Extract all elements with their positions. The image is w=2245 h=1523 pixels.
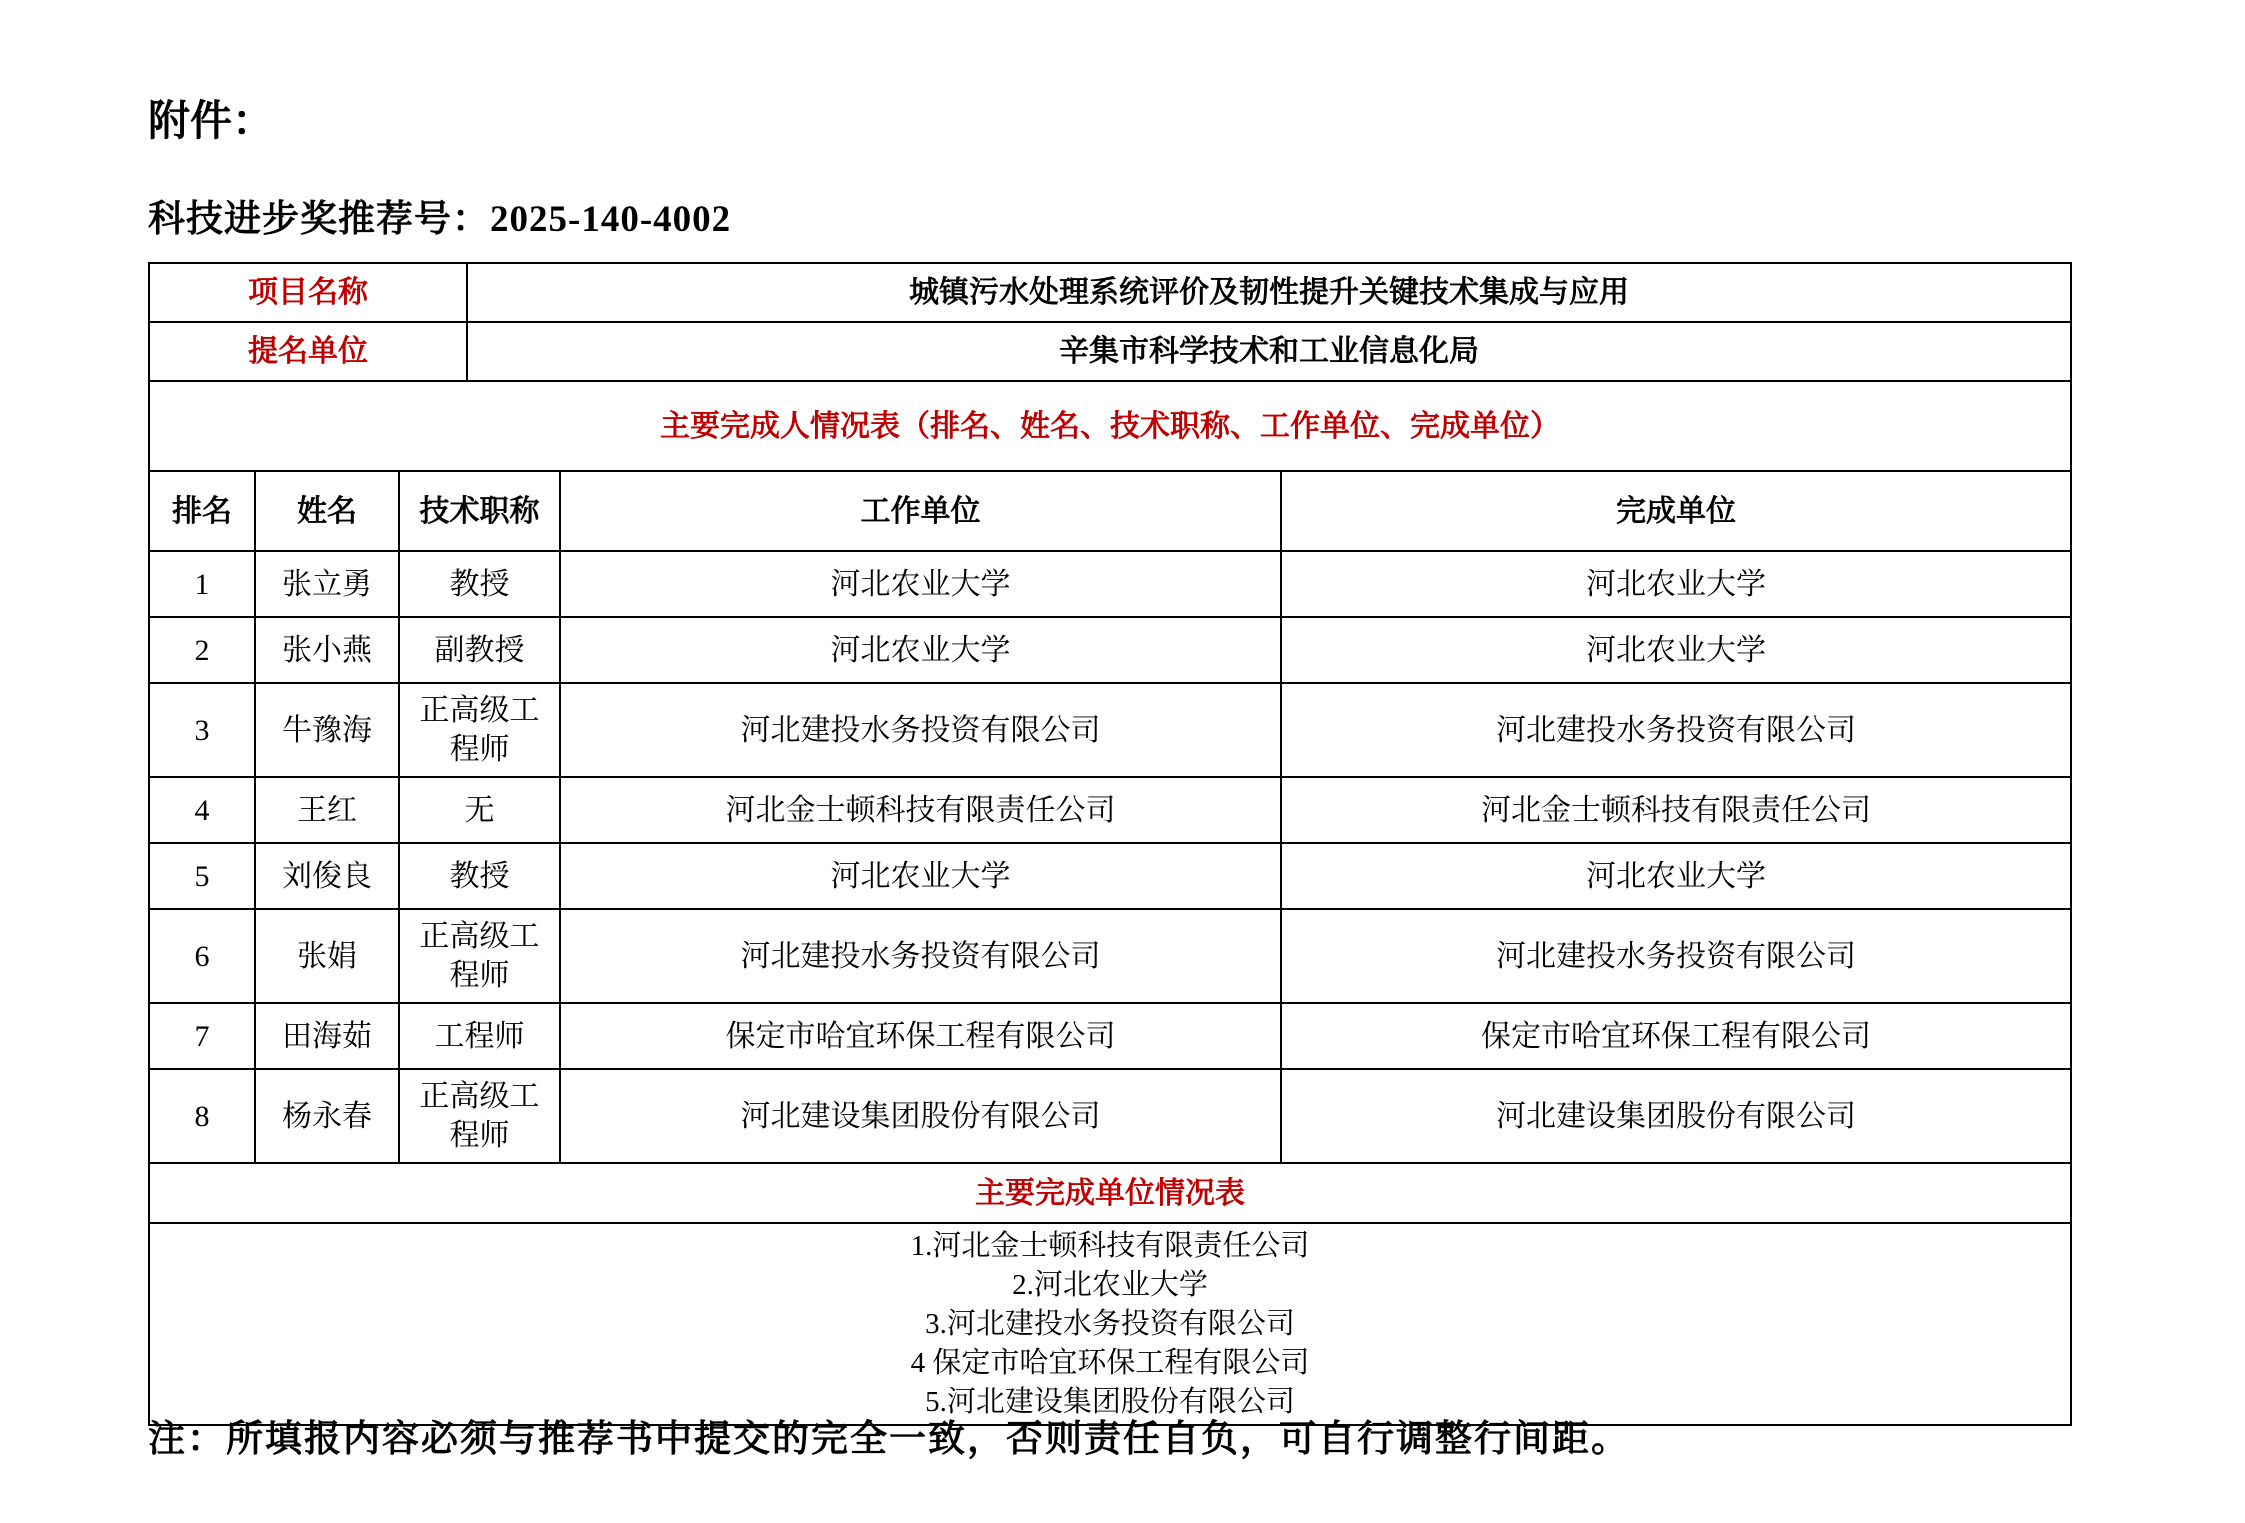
rank-cell: 1 (149, 551, 255, 617)
name-cell: 张立勇 (255, 551, 399, 617)
work-unit-cell: 河北建投水务投资有限公司 (560, 683, 1281, 777)
col-header-title: 技术职称 (399, 471, 560, 551)
work-unit-cell: 河北建设集团股份有限公司 (560, 1069, 1281, 1163)
title-cell: 无 (399, 777, 560, 843)
project-name-value: 城镇污水处理系统评价及韧性提升关键技术集成与应用 (467, 263, 2071, 322)
rank-cell: 2 (149, 617, 255, 683)
units-table-title: 主要完成单位情况表 (149, 1163, 2071, 1223)
title-cell: 教授 (399, 551, 560, 617)
completers-table-title: 主要完成人情况表（排名、姓名、技术职称、工作单位、完成单位） (149, 381, 2071, 471)
rank-cell: 7 (149, 1003, 255, 1069)
units-list-row (149, 1223, 2071, 1425)
name-cell: 张小燕 (255, 617, 399, 683)
work-unit-cell: 河北建投水务投资有限公司 (560, 909, 1281, 1003)
completion-unit-cell: 河北建投水务投资有限公司 (1281, 909, 2071, 1003)
col-header-name: 姓名 (255, 471, 399, 551)
table-row (149, 1003, 2071, 1069)
list-item: 4 保定市哈宜环保工程有限公司 (910, 1346, 1310, 1379)
completers-header-row (149, 471, 2071, 551)
completion-unit-cell: 河北农业大学 (1281, 551, 2071, 617)
name-cell: 牛豫海 (255, 683, 399, 777)
project-name-label: 项目名称 (149, 263, 467, 322)
name-cell: 张娟 (255, 909, 399, 1003)
list-item: 2.河北农业大学 (1012, 1268, 1208, 1301)
nominating-unit-value: 辛集市科学技术和工业信息化局 (467, 322, 2071, 381)
project-name-row (149, 263, 2071, 322)
completion-unit-cell: 河北农业大学 (1281, 843, 2071, 909)
table-row (149, 617, 2071, 683)
completion-unit-cell: 河北建投水务投资有限公司 (1281, 683, 2071, 777)
col-header-work-unit: 工作单位 (560, 471, 1281, 551)
recommendation-label: 科技进步奖推荐号： (148, 199, 490, 240)
work-unit-cell: 河北农业大学 (560, 843, 1281, 909)
list-item: 5.河北建设集团股份有限公司 (925, 1385, 1295, 1418)
work-unit-cell: 河北金士顿科技有限责任公司 (560, 777, 1281, 843)
work-unit-cell: 河北农业大学 (560, 617, 1281, 683)
list-item: 3.河北建投水务投资有限公司 (925, 1307, 1295, 1340)
name-cell: 刘俊良 (255, 843, 399, 909)
title-cell: 正高级工程师 (399, 683, 560, 777)
units-title-row (149, 1163, 2071, 1223)
footer-note: 注：所填报内容必须与推荐书中提交的完全一致，否则责任自负，可自行调整行间距。 (148, 1419, 1630, 1460)
name-cell: 田海茹 (255, 1003, 399, 1069)
title-cell: 正高级工程师 (399, 1069, 560, 1163)
table-row (149, 1069, 2071, 1163)
award-table (148, 262, 2072, 1426)
recommendation-number: 2025-140-4002 (490, 199, 732, 240)
work-unit-cell: 河北农业大学 (560, 551, 1281, 617)
name-cell: 杨永春 (255, 1069, 399, 1163)
attachment-label: 附件： (148, 97, 275, 144)
table-row (149, 683, 2071, 777)
table-row (149, 777, 2071, 843)
recommendation-heading (148, 188, 731, 242)
name-cell: 王红 (255, 777, 399, 843)
title-cell: 工程师 (399, 1003, 560, 1069)
completion-unit-cell: 河北建设集团股份有限公司 (1281, 1069, 2071, 1163)
nominating-unit-label: 提名单位 (149, 322, 467, 381)
table-row (149, 843, 2071, 909)
completion-unit-cell: 河北农业大学 (1281, 617, 2071, 683)
completion-unit-cell: 河北金士顿科技有限责任公司 (1281, 777, 2071, 843)
title-cell: 教授 (399, 843, 560, 909)
nominating-unit-row (149, 322, 2071, 381)
col-header-rank: 排名 (149, 471, 255, 551)
rank-cell: 6 (149, 909, 255, 1003)
completion-unit-cell: 保定市哈宜环保工程有限公司 (1281, 1003, 2071, 1069)
title-cell: 正高级工程师 (399, 909, 560, 1003)
work-unit-cell: 保定市哈宜环保工程有限公司 (560, 1003, 1281, 1069)
completers-title-row (149, 381, 2071, 471)
rank-cell: 5 (149, 843, 255, 909)
table-row (149, 551, 2071, 617)
rank-cell: 8 (149, 1069, 255, 1163)
units-list (149, 1223, 2071, 1425)
title-cell: 副教授 (399, 617, 560, 683)
list-item: 1.河北金士顿科技有限责任公司 (910, 1229, 1310, 1262)
col-header-completion-unit: 完成单位 (1281, 471, 2071, 551)
rank-cell: 4 (149, 777, 255, 843)
table-row (149, 909, 2071, 1003)
rank-cell: 3 (149, 683, 255, 777)
